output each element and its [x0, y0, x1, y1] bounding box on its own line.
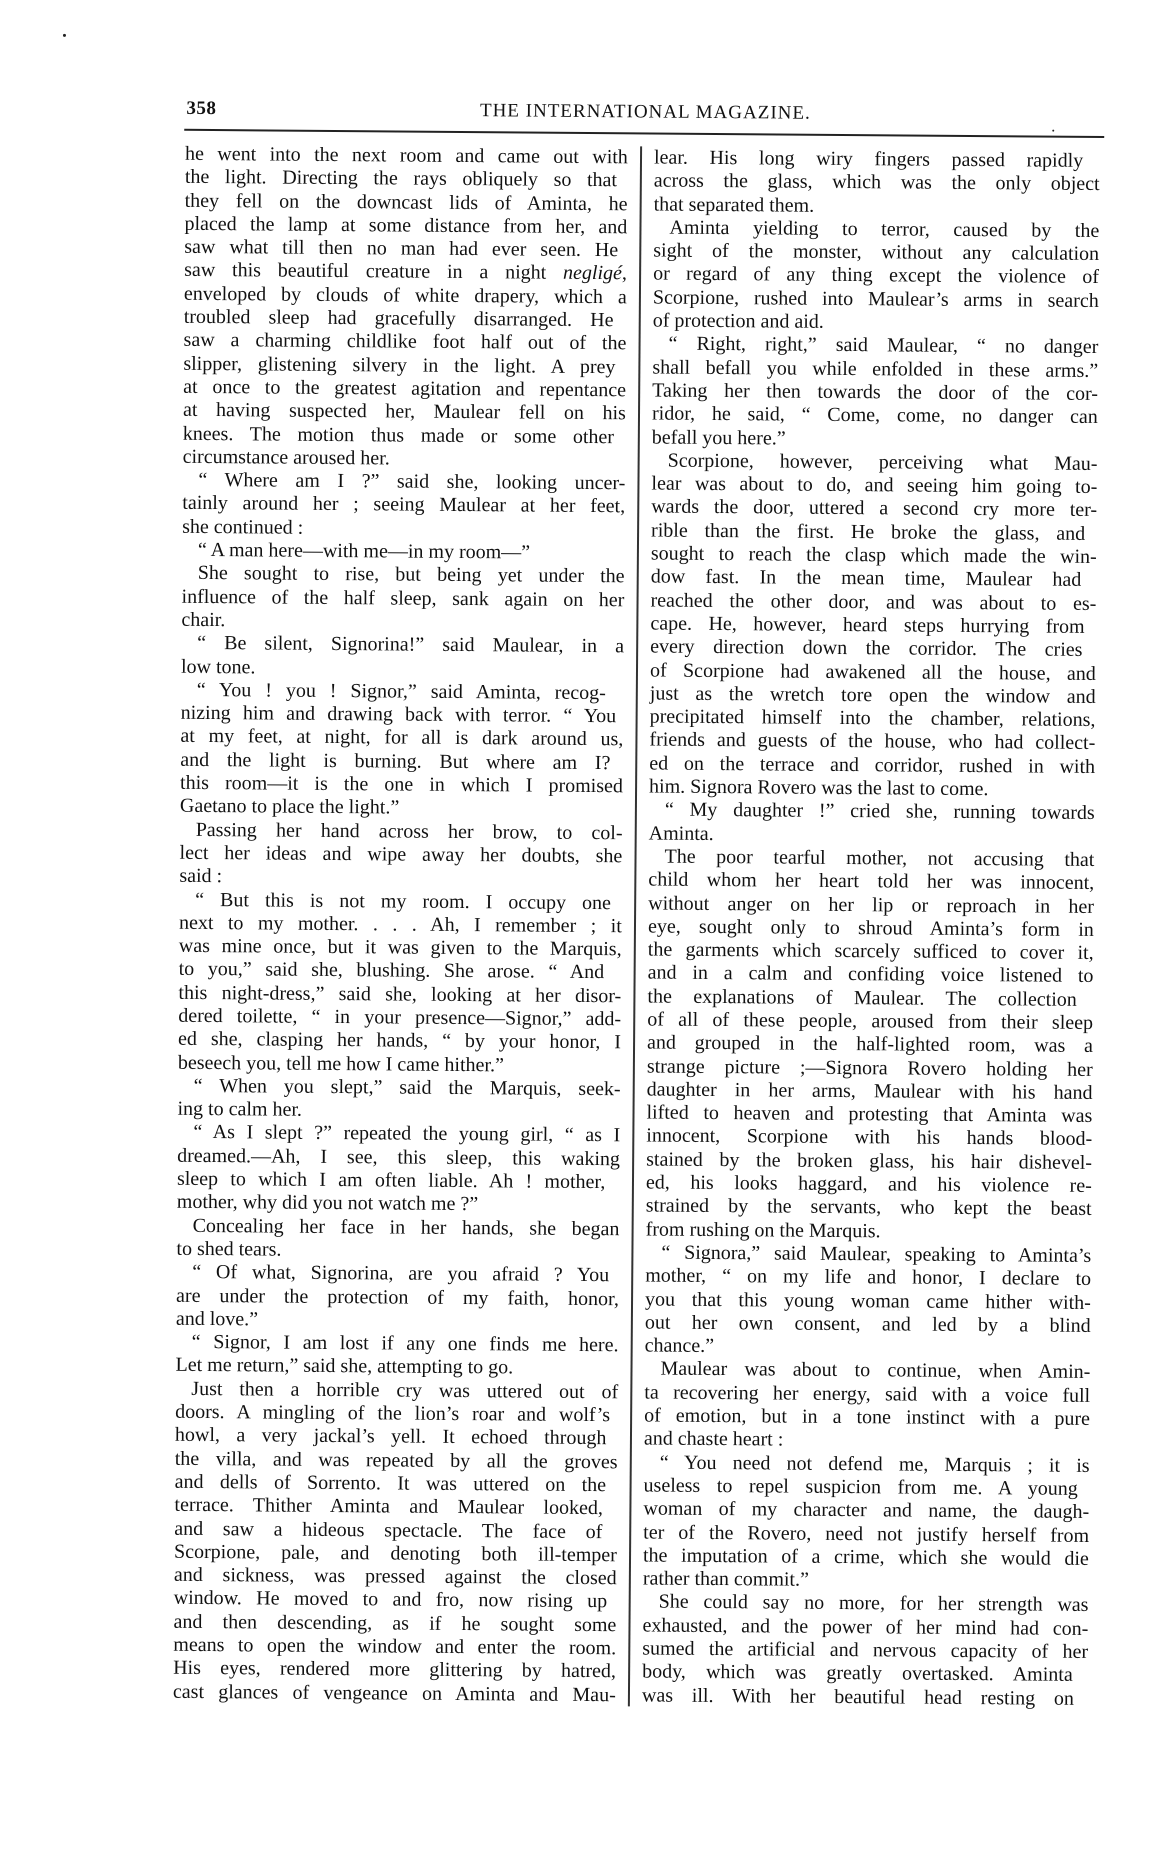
right-column	[642, 146, 1100, 1710]
text-line	[175, 1471, 618, 1498]
text-line	[184, 283, 627, 310]
text-line	[642, 1684, 1088, 1711]
text-line	[183, 352, 626, 379]
text-line	[654, 146, 1100, 173]
line-text: daughter in her arms, Maulear with his hand	[646, 1078, 1093, 1104]
text-line	[181, 679, 624, 706]
text-line	[650, 659, 1096, 686]
text-line	[644, 1474, 1090, 1501]
line-text: from rushing on the Marquis.	[645, 1218, 881, 1242]
text-line	[648, 892, 1094, 919]
text-line	[648, 962, 1094, 989]
text-line	[651, 473, 1097, 500]
text-line	[179, 935, 622, 962]
text-line	[175, 1354, 618, 1381]
text-line	[176, 1238, 619, 1265]
text-segment: saw this beautiful creature in a night	[184, 259, 564, 285]
line-text: of Scorpione had awakened all the house, and	[649, 659, 1096, 685]
line-text: he went into the next room and came out with	[184, 142, 628, 169]
line-text: His eyes, rendered more glittering by hatred,	[173, 1657, 617, 1683]
line-text: the imputation of a crime, which she would die	[642, 1544, 1089, 1570]
text-line	[647, 1078, 1093, 1105]
line-text: knees. The motion thus made or some other	[182, 422, 615, 448]
line-text: lear was about to do, and seeing him going to-	[651, 472, 1098, 499]
text-line	[177, 1191, 620, 1218]
line-text: him. Signora Rovero was the last to come.	[649, 775, 989, 801]
line-text: they fell on the downcast lids of Aminta, he	[184, 189, 628, 215]
line-text: child whom her heart told her was innocent,	[648, 868, 1095, 895]
text-line	[644, 1404, 1090, 1431]
text-line	[651, 519, 1097, 546]
line-text: Aminta yielding to terror, caused by the	[669, 216, 1100, 242]
text-line	[644, 1358, 1090, 1385]
line-text: friends and guests of the house, who had collect-	[649, 728, 1096, 755]
text-line	[649, 752, 1095, 779]
line-text: troubled sleep had gracefully disarranged. He	[183, 305, 614, 332]
line-text: mother, why did you not watch me ?”	[176, 1191, 479, 1216]
line-text: ed on the terrace and corridor, rushed in with	[649, 752, 1096, 778]
text-line	[181, 585, 624, 612]
text-line	[647, 1008, 1093, 1035]
text-line	[177, 1214, 620, 1241]
line-text: was ill. With her beautiful head resting on	[641, 1684, 1075, 1710]
text-line	[652, 356, 1098, 383]
line-text: She sought to rise, but being yet under the	[197, 562, 625, 588]
text-line	[645, 1288, 1091, 1315]
text-line	[642, 1661, 1088, 1688]
line-text: you that this young woman came hither with-	[644, 1288, 1091, 1314]
text-line	[181, 702, 624, 729]
line-text: “ Right, right,” said Maulear, “ no danger	[668, 332, 1099, 359]
text-line	[184, 213, 627, 240]
line-text: “ My daughter !” cried she, running towards	[664, 798, 1095, 825]
text-line	[643, 1498, 1089, 1525]
line-text: rible than the first. He broke the glass, and	[651, 519, 1086, 545]
line-text: nizing him and drawing back with terror. “ You	[180, 701, 617, 728]
text-line	[174, 1541, 617, 1568]
text-line	[653, 240, 1099, 267]
text-line	[652, 426, 1098, 453]
text-line	[181, 632, 624, 659]
line-text: shall befall you while enfolded in these arms.”	[652, 356, 1099, 382]
text-line	[180, 818, 623, 845]
line-text: Just then a horrible cry was uttered out of	[191, 1377, 619, 1403]
line-text: means to open the window and enter the room.	[173, 1633, 617, 1660]
text-line	[182, 516, 625, 543]
text-line	[648, 915, 1094, 942]
text-line	[650, 706, 1096, 733]
line-text: Scorpione, pale, and denoting both ill-temper	[173, 1540, 617, 1567]
line-text: lect her ideas and wipe away her doubts, she	[179, 841, 623, 868]
text-line	[652, 333, 1098, 360]
text-line	[653, 263, 1099, 290]
text-line	[173, 1610, 616, 1637]
text-line	[183, 446, 626, 473]
line-text: sumed the artificial and nervous capacity of her	[642, 1637, 1089, 1663]
text-line	[647, 1055, 1093, 1082]
line-text: saw what till then no man had ever seen. He	[184, 235, 619, 262]
line-text: beseech you, tell me how I came hither.”	[177, 1051, 504, 1076]
text-line	[183, 422, 626, 449]
line-text: cast glances of vengeance on Aminta and Mau-	[172, 1680, 616, 1706]
line-text: and grouped in the half-lighted room, was a	[646, 1031, 1093, 1058]
text-line	[642, 1614, 1088, 1641]
text-line	[184, 306, 627, 333]
line-text: sight of the monster, without any calculation	[653, 239, 1100, 266]
text-line	[179, 865, 622, 892]
text-line	[644, 1428, 1090, 1455]
line-text: ed she, clasping her hands, “ by your honor, I	[178, 1028, 621, 1054]
text-line	[179, 888, 622, 915]
text-line	[173, 1680, 616, 1707]
line-text: mother, “ on my life and honor, I declare to	[645, 1264, 1092, 1291]
line-text: innocent, Scorpione with his hands blood-	[646, 1124, 1093, 1151]
line-text: said :	[179, 864, 223, 888]
line-text: placed the lamp at some distance from her, and	[184, 212, 628, 239]
line-text: Scorpione, however, perceiving what Mau-	[667, 449, 1098, 475]
line-text: eye, sought only to shroud Aminta’s form in	[647, 915, 1094, 941]
text-line	[179, 958, 622, 985]
line-text: that separated them.	[653, 193, 815, 217]
line-text: “ Of what, Signorina, are you afraid ? You	[192, 1261, 610, 1287]
text-line	[183, 399, 626, 426]
text-line	[179, 912, 622, 939]
line-text: befall you here.”	[651, 426, 786, 450]
text-line	[176, 1308, 619, 1335]
line-text: “ You need not defend me, Marquis ; it is	[659, 1451, 1090, 1477]
line-text: and then descending, as if he sought some	[173, 1610, 617, 1636]
text-line	[180, 749, 623, 776]
line-text: lifted to heaven and protesting that Aminta was	[646, 1101, 1093, 1128]
text-line	[181, 655, 624, 682]
line-text: and sickness, was pressed against the closed	[173, 1563, 617, 1590]
line-text: Gaetano to place the light.”	[179, 795, 400, 819]
line-text: dreamed.—Ah, I see, this sleep, this waking	[177, 1144, 621, 1171]
header-rule	[184, 129, 1104, 138]
line-text: just as the wretch tore open the window and	[649, 682, 1096, 708]
text-line	[654, 170, 1100, 197]
line-text: and the light is burning. But where am I?	[180, 748, 611, 774]
text-line	[178, 1028, 621, 1055]
text-line	[181, 609, 624, 636]
text-line	[649, 729, 1095, 756]
line-text: “ Signora,” said Maulear, speaking to Aminta’s	[661, 1241, 1092, 1267]
text-line	[183, 329, 626, 356]
text-line	[649, 822, 1095, 849]
text-line	[646, 1218, 1092, 1245]
line-text: “ But this is not my room. I occupy one	[195, 888, 612, 914]
column-divider	[628, 146, 642, 1706]
text-line	[650, 682, 1096, 709]
text-line	[654, 193, 1100, 220]
text-line	[646, 1102, 1092, 1129]
text-line	[646, 1148, 1092, 1175]
text-line	[652, 379, 1098, 406]
text-line	[645, 1335, 1091, 1362]
line-text: and chaste heart :	[643, 1427, 784, 1451]
line-text: reached the other door, and was about to es-	[650, 589, 1097, 615]
text-line	[175, 1401, 618, 1428]
text-segment: ,	[621, 262, 628, 285]
text-line	[177, 1121, 620, 1148]
line-text: Aminta.	[648, 822, 714, 845]
line-text: Maulear was about to continue, when Amin-	[660, 1358, 1091, 1384]
line-text: useless to repel suspicion from me. A young	[643, 1474, 1078, 1500]
line-text: the villa, and was repeated by all the groves	[174, 1447, 618, 1473]
line-text: every direction down the corridor. The cries	[650, 635, 1083, 662]
text-line	[179, 842, 622, 869]
line-text: the light. Directing the rays obliquely so that	[184, 166, 618, 192]
text-line	[650, 589, 1096, 616]
text-line	[176, 1261, 619, 1288]
text-line	[651, 496, 1097, 523]
text-line	[177, 1145, 620, 1172]
line-text: “ Where am I ?” said she, looking uncer-	[198, 469, 626, 495]
line-text: precipitated himself into the chamber, relations,	[649, 705, 1096, 732]
text-line	[185, 143, 628, 170]
line-text: Scorpione, rushed into Maulear’s arms in search	[652, 286, 1099, 312]
line-text: tainly around her ; seeing Maulear at her feet,	[182, 492, 626, 518]
line-text: the explanations of Maulear. The collection	[647, 985, 1077, 1011]
page-number: 358	[186, 97, 217, 120]
text-line	[177, 1098, 620, 1125]
line-text: or regard of any thing except the violence of	[653, 262, 1100, 289]
line-text: strained by the servants, who kept the beast	[645, 1194, 1092, 1221]
line-text: to you,” said she, blushing. She arose. “ And	[178, 958, 605, 984]
text-line	[184, 236, 627, 263]
line-text: and love.”	[175, 1307, 259, 1331]
text-line	[645, 1311, 1091, 1338]
text-line	[173, 1657, 616, 1684]
text-line	[645, 1241, 1091, 1268]
line-text: Taking her then towards the door of the cor-	[652, 379, 1099, 405]
text-line	[652, 449, 1098, 476]
line-text: was mine once, but it was given to the Marquis,	[178, 934, 622, 961]
text-line	[648, 939, 1094, 966]
line-text: Concealing her face in her hands, she began	[192, 1214, 620, 1240]
line-text: terrace. Thither Aminta and Maulear looked,	[174, 1493, 603, 1520]
text-line	[652, 403, 1098, 430]
line-text: of emotion, but in a tone instinct with a pure	[644, 1404, 1091, 1430]
text-line	[645, 1265, 1091, 1292]
text-line	[646, 1172, 1092, 1199]
line-text: “ Be silent, Signorina!” said Maulear, in a	[197, 632, 625, 658]
text-line	[178, 1005, 621, 1032]
text-line	[644, 1451, 1090, 1478]
text-line	[643, 1591, 1089, 1618]
line-text: this night-dress,” said she, looking at her disor-	[178, 981, 622, 1007]
line-text: strange picture ;—Signora Rovero holding her	[646, 1055, 1093, 1081]
text-line	[649, 775, 1095, 802]
text-line	[183, 376, 626, 403]
text-line	[182, 492, 625, 519]
line-text: enveloped by clouds of white drapery, which a	[183, 282, 627, 309]
text-line	[176, 1331, 619, 1358]
line-text: “ When you slept,” said the Marquis, seek-	[193, 1074, 621, 1101]
line-text: the garments which scarcely sufficed to cover it,	[647, 938, 1094, 965]
line-text: exhausted, and the power of her mind had con-	[642, 1614, 1089, 1640]
line-text: she continued :	[182, 515, 304, 539]
text-line	[647, 985, 1093, 1012]
text-line	[173, 1634, 616, 1661]
line-text: “ You ! you ! Signor,” said Aminta, recog-	[196, 678, 606, 704]
text-line	[182, 469, 625, 496]
text-line	[653, 286, 1099, 313]
text-line	[644, 1381, 1090, 1408]
line-text: dow fast. In the mean time, Maulear had	[650, 565, 1082, 592]
text-line	[646, 1195, 1092, 1222]
line-text: ter of the Rovero, need not justify herself from	[643, 1520, 1090, 1547]
line-text: stained by the broken glass, his hair dishevel-	[646, 1148, 1093, 1174]
text-line	[643, 1568, 1089, 1595]
text-line	[180, 795, 623, 822]
line-text: circumstance aroused her.	[182, 445, 390, 470]
line-text	[184, 259, 627, 286]
line-text: next to my mother. . . . Ah, I remember ; it	[178, 911, 622, 938]
line-text: at once to the greatest agitation and repentance	[183, 375, 627, 402]
line-text: woman of my character and name, the daugh-	[643, 1497, 1090, 1524]
line-text: are under the protection of my faith, honor,	[175, 1284, 619, 1310]
line-text: at having suspected her, Maulear fell on his	[182, 399, 626, 425]
text-line	[650, 612, 1096, 639]
text-line	[185, 189, 628, 216]
line-text: sought to reach the clasp which made the win-	[650, 542, 1097, 569]
line-text: at my feet, at night, for all is dark around us,	[180, 725, 624, 751]
text-line	[175, 1378, 618, 1405]
line-text: slipper, glistening silvery in the light. A prey	[183, 352, 616, 378]
text-line	[643, 1521, 1089, 1548]
line-text: low tone.	[180, 655, 256, 678]
line-text: ta recovering her energy, said with a voice full	[644, 1381, 1091, 1407]
text-line	[174, 1494, 617, 1521]
line-text: The poor tearful mother, not accusing that	[664, 845, 1095, 871]
line-text: wards the door, uttered a second cry more ter-	[651, 495, 1098, 522]
line-text: “ Signor, I am lost if any one finds me here.	[191, 1331, 619, 1357]
line-text: lear. His long wiry fingers passed rapidly	[653, 146, 1084, 172]
line-text: rather than commit.”	[642, 1567, 809, 1591]
line-text: and in a calm and confiding voice listened to	[647, 961, 1094, 988]
line-text: “ As I slept ?” repeated the young girl, “ as I	[193, 1121, 621, 1147]
text-line	[178, 981, 621, 1008]
text-line	[176, 1284, 619, 1311]
line-text: chance.”	[644, 1334, 715, 1358]
text-line	[646, 1125, 1092, 1152]
text-line	[182, 562, 625, 589]
text-line	[185, 166, 628, 193]
text-line	[649, 799, 1095, 826]
line-text: without anger on her lip or reproach in her	[648, 891, 1095, 918]
text-line	[642, 1637, 1088, 1664]
text-line	[643, 1544, 1089, 1571]
text-line	[651, 566, 1097, 593]
text-line	[175, 1424, 618, 1451]
text-line	[174, 1517, 617, 1544]
line-text: ed, his looks haggard, and his violence re-	[645, 1171, 1092, 1198]
line-text: Let me return,” said she, attempting to go.	[175, 1354, 514, 1379]
line-text: chair.	[181, 608, 226, 632]
text-line	[184, 259, 627, 286]
line-text: “ A man here—with me—in my room—”	[197, 538, 531, 564]
text-line	[178, 1051, 621, 1078]
line-text: out her own consent, and led by a blind	[644, 1311, 1091, 1337]
line-text: window. He moved to and fro, now rising up	[173, 1587, 608, 1613]
left-column	[173, 143, 628, 1707]
print-speck	[63, 34, 66, 37]
text-line	[177, 1168, 620, 1195]
line-text: of protection and aid.	[652, 309, 824, 333]
line-text: doors. A mingling of the lion’s roar and wolf’s	[175, 1400, 611, 1427]
text-line	[182, 539, 625, 566]
text-line	[648, 869, 1094, 896]
line-text: and dells of Sorrento. It was uttered on the	[174, 1470, 607, 1497]
line-text: this room—it is the one in which I promised	[180, 771, 624, 798]
text-line	[651, 543, 1097, 570]
text-line	[175, 1447, 618, 1474]
print-speck	[1052, 130, 1054, 132]
text-line	[180, 725, 623, 752]
line-text: cape. He, however, heard steps hurrying from	[650, 612, 1085, 638]
text-line	[174, 1564, 617, 1591]
line-text: ridor, he said, “ Come, come, no danger can	[651, 402, 1098, 429]
text-line	[180, 772, 623, 799]
line-text: dered toilette, “ in your presence—Signor,” add-	[178, 1004, 622, 1031]
line-text: across the glass, which was the only object	[653, 169, 1100, 196]
line-text: to shed tears.	[176, 1237, 282, 1261]
line-text: of all of these people, aroused from their sleep	[647, 1008, 1094, 1034]
line-text: saw a charming childlike foot half out of the	[183, 329, 627, 355]
italic-word: negligé	[562, 262, 623, 285]
line-text: Passing her hand across her brow, to col-	[195, 818, 623, 844]
text-line	[650, 636, 1096, 663]
line-text: ing to calm her.	[177, 1097, 303, 1121]
text-line	[174, 1587, 617, 1614]
line-text: sleep to which I am often liable. Ah ! mother,	[176, 1167, 606, 1194]
line-text: influence of the half sleep, sank again on her	[181, 585, 625, 611]
line-text: howl, a very jackal’s yell. It echoed through	[174, 1424, 607, 1450]
text-line	[178, 1075, 621, 1102]
running-title: THE INTERNATIONAL MAGAZINE.	[479, 100, 811, 124]
line-text: body, which was greatly overtasked. Aminta	[642, 1660, 1073, 1687]
text-line	[647, 1032, 1093, 1059]
line-text: She could say no more, for her strength was	[658, 1590, 1089, 1617]
text-line	[653, 310, 1099, 337]
text-line	[653, 216, 1099, 243]
line-text: and saw a hideous spectacle. The face of	[174, 1517, 603, 1543]
text-line	[648, 845, 1094, 872]
